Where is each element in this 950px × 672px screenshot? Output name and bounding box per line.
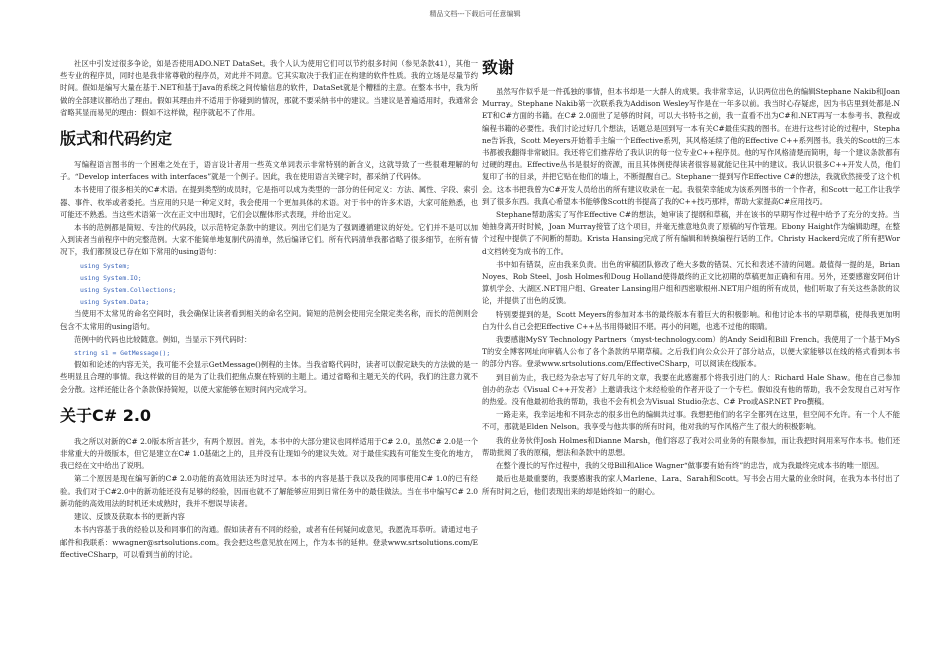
- body-paragraph: 特别要提到的是，Scott Meyers的参加对本书的最终版本有着巨大的积极影响。和他讨论本书的早期草稿，使得我更加明白为什么自己会把Effective C++丛书用得破旧不堪。再小的问题，也逃不过他的眼睛。: [482, 309, 900, 331]
- body-paragraph: 我之所以对新的C# 2.0版本所言甚少，有两个原因。首先，本书中的大部分建议也同样适用于C# 2.0。虽然C# 2.0是一个非常重大的升级版本，但它是建立在C# 1.0基础之上的，且并没有让现如今的建议失效。对于最佳实践有可能发生变化的地方，我已经在文中给出了说明。: [60, 436, 478, 471]
- body-paragraph: 我的业务伙伴Josh Holmes和Dianne Marsh，他们容忍了我对公司业务的有限参加，而让我把时间用来写作本书。他们还帮助批阅了我的原稿，想法和条款中的思想。: [482, 435, 900, 457]
- page-header: 精品文档---下载后可任意编辑: [429, 10, 521, 18]
- using-statement: using System;: [80, 261, 131, 270]
- code-sample: string s1 = GetMessage();: [74, 349, 171, 358]
- intro-paragraph: 社区中引发过很多争论，如是否使用ADO.NET DataSet。我个人认为使用它们可以节约很多时间（参见条款41），其他一些专业的程序员，同时也是我非常尊敬的程序员，对此并不同意。它其实取决于我们正在构建的软件性质。我的立场是尽量节约时间。假如是编写大量在基于.NET和基于Java的系统之间传输信息的软件，DataSet就是个糟糕的主意。在整本书中，我为所做的全部建议都给出了理由。假如其理由并不适用于你碰到的情况，那就不要采纳书中的建议。当建议是普遍适用时，我通常会省略其显而易见的理由：假如不这样做，程序就起不了作用。: [60, 59, 478, 117]
- section-title-csharp2: 关于C# 2.0: [60, 405, 152, 425]
- body-paragraph: 我要感谢MySY Technology Partners（myst-technology.com）的Andy Seidl和Bill French。我使用了一个基于MyST的安全博客网址向审稿人公布了各个条款的早期草稿。之后我们向公众公开了部分站点，以便大家能够以在线的格式看到本书的部分内容。登录www.srtsolutions.com/EffectiveCSharp，可以阅读在线版本。: [482, 335, 900, 369]
- body-paragraph: 范例中的代码也比较随意。例如，当显示下列代码时：: [74, 334, 252, 344]
- body-paragraph: 本书使用了很多相关的C#术语。在提到类型的成员时，它是指可以成为类型的一部分的任何定义：方法、属性、字段、索引器、事件、枚举或者委托。当应用的只是一种定义时，我会使用一个更加具体的术语。对于书中的许多术语，大家可能熟悉，也可能还不熟悉。当这些术语第一次在正文中出现时，它们会以醒体形式表现，并给出定义。: [60, 185, 478, 219]
- right-column: [482, 58, 900, 499]
- body-paragraph: 到目前为止，我已经为杂志写了好几年的文章，我要在此感谢那个将我引进门的人：Richard Hale Shaw。他在自己参加创办的杂志《Visual C++开发者》上邀请我这个未经检验的作者开设了一个专栏。假如没有他的帮助，我不会发现自己对写作的热爱。没有他最初给我的帮助，我也不会有机会为Visual Studio杂志、C# Pro或ASP.NET Pro撰稿。: [482, 372, 900, 407]
- body-paragraph: 书中如有错误，应由我来负责。出色的审稿团队修改了绝大多数的错误、冗长和表述不清的问题。最值得一提的是，Brian Noyes、Rob Steel、Josh Holmes和Doug Holland使得最终的正文比初期的草稿更加正确和有用。另外，还要感谢安阿伯计算机学会、大湖区.NET用户组、Greater Lansing用户组和西密歇根州.NET用户组的所有成员，他们听取了有关这些条款的议论，并提供了出色的反馈。: [482, 259, 900, 306]
- body-paragraph: 一路走来，我幸运地和不同杂志的很多出色的编辑共过事。我想把他们的名字全都列在这里，但空间不允许。有一个人不能不可，那就是Elden Nelson。我享受与他共事的所有时间，他对我的写作风格产生了很大的积极影响。: [482, 410, 900, 432]
- using-statement: using System.IO;: [80, 273, 142, 282]
- body-paragraph: 虽然写作似乎是一件孤独的事情，但本书却是一大群人的成果。我非常幸运，认识两位出色的编辑Stephane Nakib和Joan Murray。Stephane Nakib第一次联系我为Addison Wesley写作是在一年多以前。我当时心存疑虑，因为书店里到处都是.NET和C#方面的书籍。在C# 2.0面世了足够的时间，可以大书特书之前，我一直看不出为C#和.NET再写一本参考书、教程或编程书籍的必要性。我们讨论过好几个想法，话题总是回到写一本有关C#最佳实践的图书。在进行这些讨论的过程中，Stephane告诉我，Scott Meyers开始着手主编一个Effective系列，其风格延续了他的Effective C++系列图书。我关的Scott的三本书都被我翻得非常破旧。我还将它们推荐给了我认识的每一位专业C++程序员。他的写作风格清楚而简明，每一个建议条款都有过硬的理由。Effective丛书是很好的资源，而且其体例使得读者很容易就能记住其中的建议。我认识很多C++开发人员，他们复印了书的目录，并把它贴在他们的墙上，不断提醒自己。Stephane一提到写作Effective C#的想法，我就欣然接受了这个机会。这本书把我曾为C#开发人员给出的所有建议收录在一起。我很荣幸能成为该系列图书的一个作者，和Scott一起工作让我学到了很多东西。我真心希望本书能够像Scott的书提高了我的C++技巧那样，帮助大家提高C#应用技巧。: [482, 87, 900, 206]
- body-paragraph: 第二个原因是现在编写新的C# 2.0功能的高效用法还为时过早。本书的内容是基于我以及我的同事使用C# 1.0的已有经验。我们对于C#2.0中的新功能还没有足够的经验，因而也就不了解能够应用到日常任务中的最佳做法。当在书中编写C# 2.0新功能的高效用法的时机还未成熟时，我并不想误导读者。: [60, 474, 478, 508]
- left-column: [60, 58, 478, 562]
- feedback-heading: 建议、反馈及获取本书的更新内容: [74, 512, 185, 522]
- body-paragraph: 写编程语言图书的一个困难之处在于，语言设计者用一些英文单词表示非常特别的新含义，这就导致了一些很难理解的句子。“Develop interfaces with interfaces”就是一个例子。因此，我在使用语言关键字时，都采纳了代码体。: [60, 160, 478, 182]
- body-paragraph: 假如和论述的内容无关，我可能不会显示GetMessage()例程的主体。当我省略代码时，读者可以假定缺失的方法做的是一些明显且合理的事情。我这样做的目的是为了让我们把焦点聚在特别的主题上。通过省略和主题无关的代码，我们的注意力就不会分散。这样还能让各个条款保持简短，以使大家能够在短时间内完成学习。: [60, 360, 478, 394]
- section-title-acknowledgements: 致谢: [482, 58, 515, 77]
- body-paragraph: 最后也是最重要的，我要感谢我的家人Marlene、Lara、Sarah和Scott。写书会占用大量的业余时间，在我为本书付出了所有时间之后，他们表现出来的却是始终如一的耐心。: [482, 474, 900, 496]
- body-paragraph: 本书的范例都是简短、专注的代码段，以示范特定条款中的建议。列出它们是为了强调遵循建议的好处。它们并不是可以加入到读者当前程序中的完整范例。大家不能简单地复制代码清单，然后编译它们。所有代码清单我都省略了很多细节，在所有情况下，我们都预设已存在如下常用的using语句：: [60, 223, 478, 257]
- body-paragraph: 当使用不太常见的命名空间时，我会确保让读者看到相关的命名空间。简短的范例会使用完全限定类名称，而长的范例则会包含不太常用的using语句。: [60, 309, 478, 331]
- section-title-conventions: 版式和代码约定: [60, 129, 173, 149]
- body-paragraph: 本书内容基于我的经验以及和同事们的沟通。假如读者有不同的经验，或者有任何疑问或意见，我愿洗耳恭听。请通过电子邮件和我联系：wwagner@srtsolutions.com。我会把这些意见放在网上，作为本书的延伸。登录www.srtsolutions.com/EffectiveCSharp，可以看到当前的讨论。: [60, 525, 478, 559]
- body-paragraph: 在整个漫长的写作过程中，我的父母Bill和Alice Wagner“做事要有始有终”的忠告，成为我最终完成本书的唯一原因。: [496, 461, 884, 471]
- using-statement: using System.Data;: [80, 298, 150, 307]
- body-paragraph: Stephane帮助落实了写作Effective C#的想法，她审读了提纲和草稿，并在该书的早期写作过程中给予了充分的支持。当她抽身离开时时候，Joan Murray接管了这个项目，并毫无推意地负责了原稿的写作管理。Ebony Haight作为编辑助理，在整个过程中提供了不间断的帮助。Krista Hansing完成了所有编辑和转换编程行话的工作。Christy Hackerd完成了所有把Word文档转变为成书的工作。: [482, 210, 900, 256]
- using-statement: using System.Collections;: [80, 286, 177, 295]
